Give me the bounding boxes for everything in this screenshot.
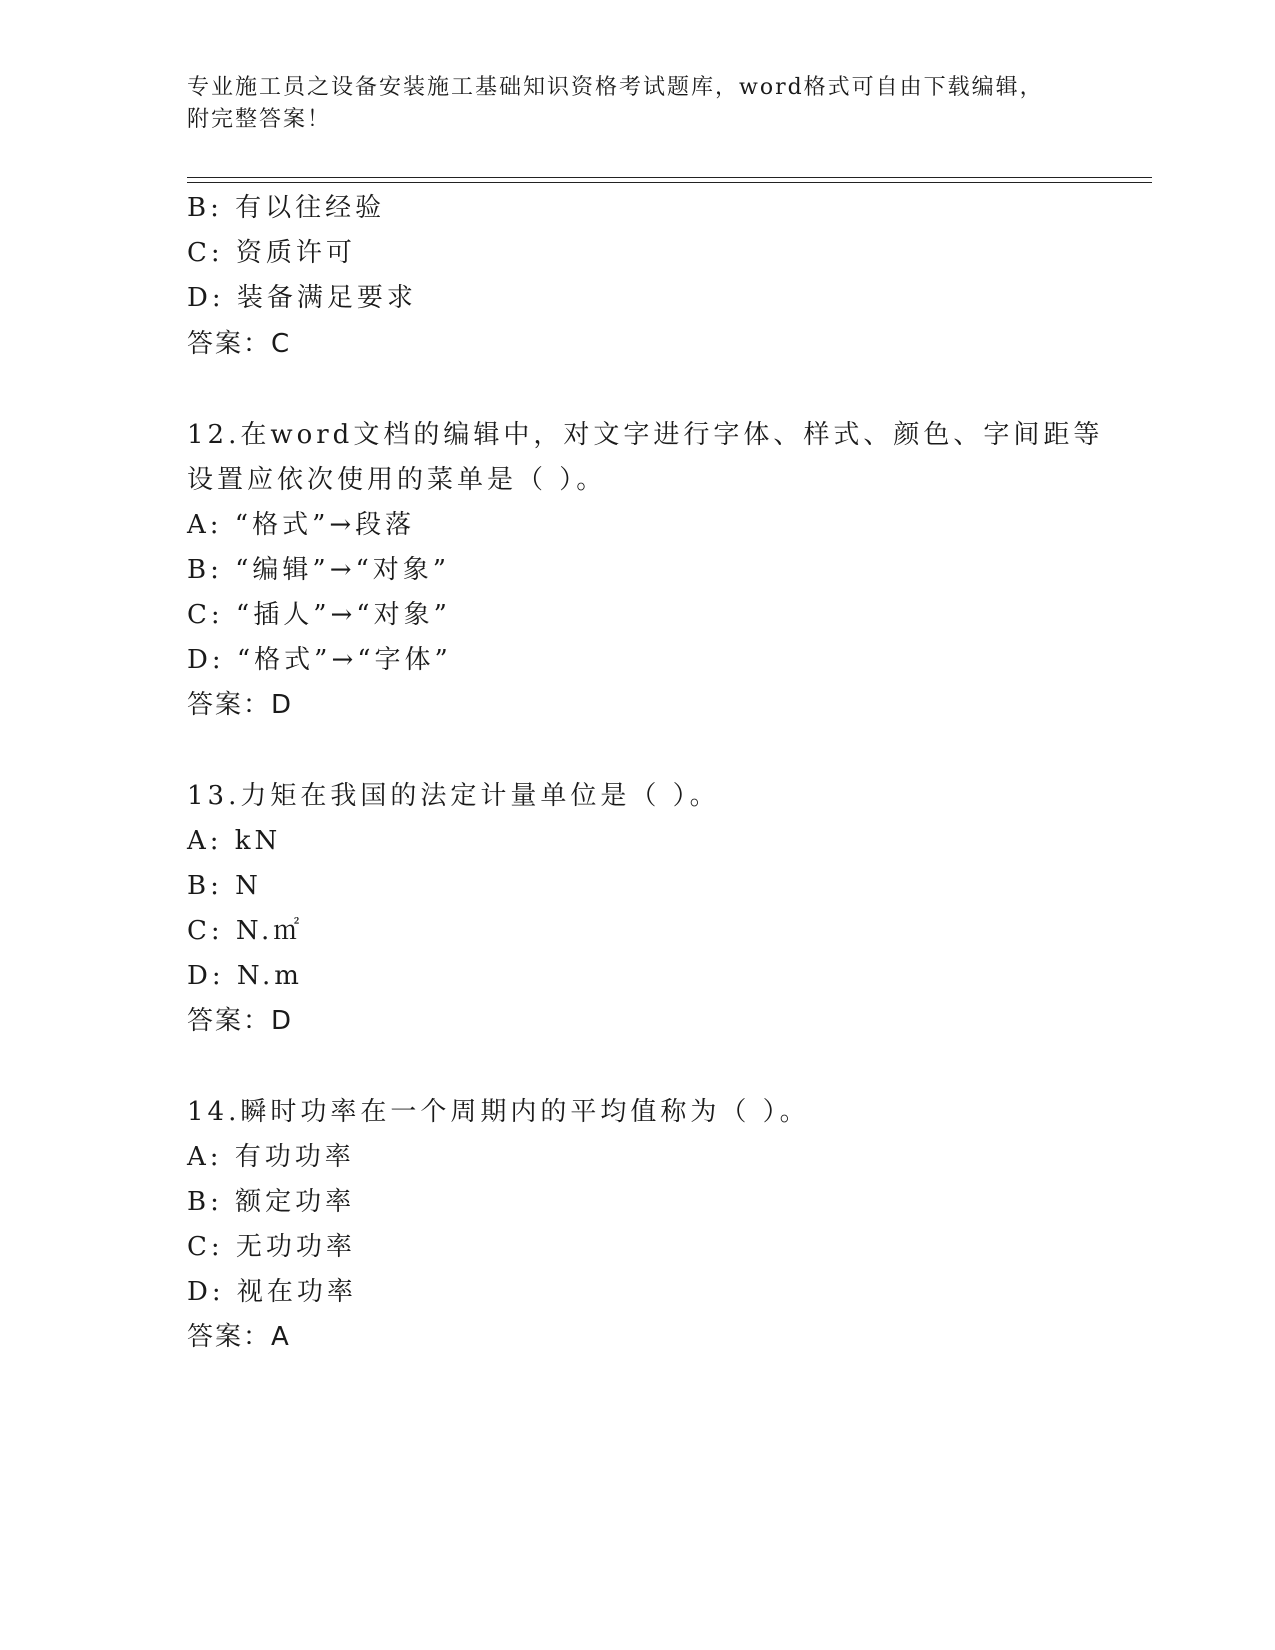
q11-option-b: B: 有以往经验 (187, 193, 386, 223)
q12-stem-line-1: 12.在word文档的编辑中，对文字进行字体、样式、颜色、字间距等 (187, 420, 1104, 450)
header-line-2: 附完整答案！ (187, 107, 332, 132)
q14-stem: 14.瞬时功率在一个周期内的平均值称为（ ）。 (187, 1097, 810, 1127)
q11-option-d: D: 装备满足要求 (187, 283, 417, 313)
q12-answer: 答案：D (187, 690, 294, 720)
q12-option-d: D: “格式”→“字体” (187, 645, 452, 675)
q13-option-b: B: N (187, 871, 262, 901)
header-divider-bottom (187, 182, 1152, 183)
q11-answer: 答案：C (187, 329, 292, 359)
q14-answer: 答案：A (187, 1322, 291, 1352)
q11-option-c: C: 资质许可 (187, 238, 356, 268)
document-header (187, 72, 1067, 136)
q12-stem-line-2: 设置应依次使用的菜单是（ ）。 (187, 465, 607, 495)
q14-option-b: B: 额定功率 (187, 1187, 356, 1217)
q13-option-a: A: kN (187, 826, 282, 856)
header-line-1: 专业施工员之设备安装施工基础知识资格考试题库，word格式可自由下载编辑， (187, 75, 1044, 100)
q13-option-c: C: N.㎡ (187, 916, 304, 946)
q13-stem: 13.力矩在我国的法定计量单位是（ ）。 (187, 781, 720, 811)
q13-option-d: D: N.m (187, 961, 303, 991)
q12-option-c: C: “插人”→“对象” (187, 600, 451, 630)
q14-option-c: C: 无功功率 (187, 1232, 356, 1262)
q12-option-b: B: “编辑”→“对象” (187, 555, 451, 585)
header-divider-top (187, 177, 1152, 178)
q14-option-a: A: 有功功率 (187, 1142, 355, 1172)
q13-answer: 答案：D (187, 1006, 294, 1036)
q12-option-a: A: “格式”→段落 (187, 510, 416, 540)
q14-option-d: D: 视在功率 (187, 1277, 357, 1307)
